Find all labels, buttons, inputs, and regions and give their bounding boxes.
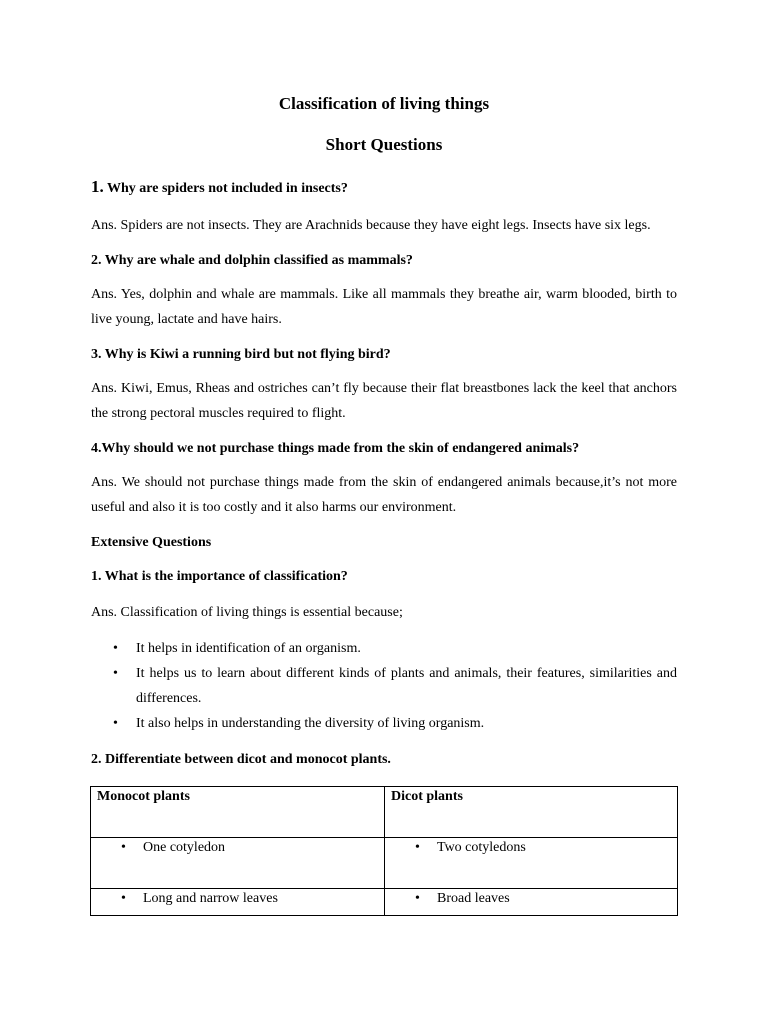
question-4 — [91, 441, 677, 457]
question-text: Differentiate between dicot and monocot plants. — [105, 752, 391, 767]
bullet-icon: • — [121, 840, 126, 855]
table-cell — [385, 889, 678, 916]
extensive-answer-1: Ans. Classification of living things is essential because; — [91, 605, 403, 620]
bullet-list — [91, 636, 677, 736]
question-text: Why are whale and dolphin classified as mammals? — [104, 253, 413, 268]
answer-2: Ans. Yes, dolphin and whale are mammals. Like all mammals they breathe air, warm blooded, birth to live young, lactate and have hairs. — [91, 287, 677, 327]
table-row — [91, 889, 678, 916]
table-header-row — [91, 787, 678, 838]
list-item-text: It helps us to learn about different kinds of plants and animals, their features, similarities and differences. — [136, 666, 677, 706]
cell-text: Two cotyledons — [437, 840, 526, 855]
table-row — [91, 838, 678, 889]
bullet-icon: • — [113, 641, 118, 656]
list-item-text: It helps in identification of an organism. — [136, 641, 361, 656]
list-item — [91, 711, 677, 736]
question-number: 2. — [91, 253, 102, 268]
document-title: Classification of living things — [278, 94, 490, 113]
question-text: Why are spiders not included in insects? — [107, 181, 348, 196]
table-header-cell: Monocot plants — [91, 787, 385, 838]
bullet-icon: • — [113, 666, 118, 681]
question-text: What is the importance of classification? — [104, 569, 348, 584]
bullet-icon: • — [415, 840, 420, 855]
table-cell — [385, 838, 678, 889]
bullet-icon: • — [415, 891, 420, 906]
extensive-question-2 — [91, 752, 677, 768]
list-item — [91, 661, 677, 711]
list-item — [91, 636, 677, 661]
section-heading-extensive-questions: Extensive Questions — [91, 535, 212, 550]
question-text: Why is Kiwi a running bird but not flying bird? — [104, 347, 391, 362]
section-heading-short-questions: Short Questions — [325, 135, 443, 154]
list-item-text: It also helps in understanding the diversity of living organism. — [136, 716, 485, 731]
bullet-icon: • — [113, 716, 118, 731]
question-number: 1. — [91, 569, 102, 584]
question-1 — [91, 177, 677, 197]
question-number: 3. — [91, 347, 102, 362]
cell-text: One cotyledon — [143, 840, 226, 855]
table-header-cell: Dicot plants — [385, 787, 678, 838]
cell-text: Long and narrow leaves — [143, 891, 278, 906]
table-cell — [91, 838, 385, 889]
comparison-table — [90, 786, 678, 916]
question-number: 2. — [91, 752, 102, 767]
extensive-question-1 — [91, 569, 677, 585]
answer-3: Ans. Kiwi, Emus, Rheas and ostriches can’t fly because their flat breastbones lack the keel that anchors the strong pectoral muscles required to flight. — [91, 381, 677, 421]
question-3 — [91, 347, 677, 363]
question-2 — [91, 253, 677, 269]
question-text: Why should we not purchase things made from the skin of endangered animals? — [101, 441, 580, 456]
answer-4: Ans. We should not purchase things made from the skin of endangered animals because,it’s not more useful and also it is too costly and it also harms our environment. — [91, 475, 677, 515]
cell-text: Broad leaves — [437, 891, 510, 906]
question-number: 4. — [91, 441, 102, 456]
table-cell — [91, 889, 385, 916]
question-number: 1. — [91, 177, 104, 196]
bullet-icon: • — [121, 891, 126, 906]
answer-1: Ans. Spiders are not insects. They are Arachnids because they have eight legs. Insects have six legs. — [91, 218, 651, 233]
